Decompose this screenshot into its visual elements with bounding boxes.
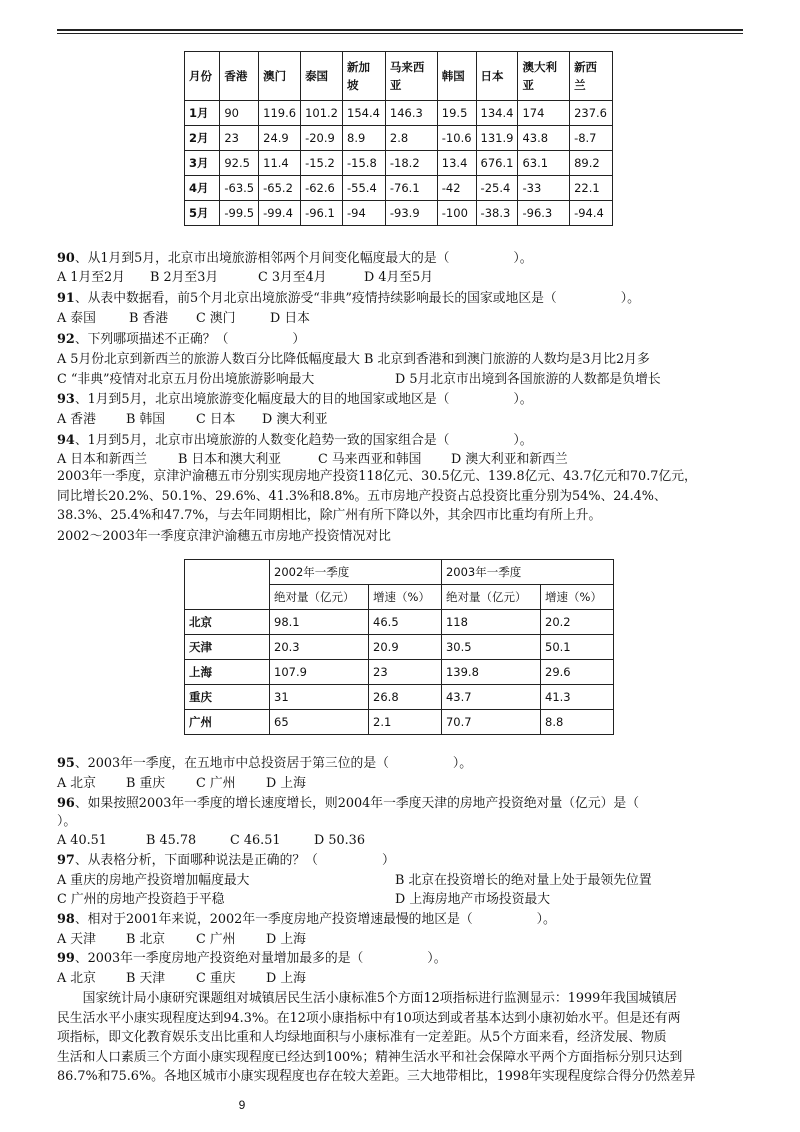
table-cell: 676.1 <box>476 151 518 176</box>
question-number: 94 <box>57 433 75 448</box>
table-cell: 63.1 <box>518 151 570 176</box>
header-cell: 香港 <box>220 52 259 101</box>
header-cell: 2003年一季度 <box>441 560 613 585</box>
option: A 泰国 <box>57 311 96 326</box>
header-cell: 泰国 <box>301 52 343 101</box>
question-text: 、从1月到5月，北京市出境旅游相邻两个月间变化幅度最大的是（ ）。 <box>74 251 533 266</box>
table-cell: 20.3 <box>270 635 369 660</box>
table-cell: 29.6 <box>541 660 614 685</box>
table-row <box>185 151 613 176</box>
question-number: 93 <box>57 392 75 407</box>
header-cell: 增速（%） <box>541 585 614 610</box>
table-cell: 20.2 <box>541 610 614 635</box>
passage-line: 项指标，即文化教育娱乐支出比重和人均绿地面积与小康标准有一定差距。从5个方面来看，经济发展、物质 <box>57 1030 667 1045</box>
passage-real-estate <box>57 467 747 526</box>
table-cell: 131.9 <box>476 126 518 151</box>
question-text: 、从表格分析，下面哪种说法是正确的？（ ） <box>74 853 395 868</box>
table-cell: -93.9 <box>385 201 437 226</box>
month-cell: 1月 <box>185 101 220 126</box>
table-cell: -38.3 <box>476 201 518 226</box>
table-cell: -76.1 <box>385 176 437 201</box>
header-rule <box>57 29 743 31</box>
table-cell: -55.4 <box>343 176 386 201</box>
option: B 北京在投资增长的绝对量上处于最领先位置 <box>395 873 652 888</box>
question-91 <box>57 290 640 307</box>
table-cell: 22.1 <box>570 176 613 201</box>
option: D 上海 <box>266 971 306 986</box>
table-cell: -20.9 <box>301 126 343 151</box>
table-cell: -25.4 <box>476 176 518 201</box>
option: B 香港 <box>129 311 169 326</box>
table-cell: -33 <box>518 176 570 201</box>
city-cell: 天津 <box>185 635 270 660</box>
question-text: 、下列哪项描述不正确？（ ） <box>74 332 306 347</box>
table-cell: 11.4 <box>259 151 301 176</box>
table-cell: 19.5 <box>437 101 476 126</box>
header-cell: 绝对量（亿元） <box>441 585 540 610</box>
table-row <box>185 685 614 710</box>
passage-line: 38.3%、25.4%和47.7%，与去年同期相比，除广州有所下降以外，其余四市比重均有所上升。 <box>57 508 602 523</box>
table-header-row <box>185 560 614 585</box>
table-cell: -63.5 <box>220 176 259 201</box>
table-cell: 92.5 <box>220 151 259 176</box>
table-cell: 139.8 <box>441 660 540 685</box>
table-cell: -15.8 <box>343 151 386 176</box>
table-cell: 8.9 <box>343 126 386 151</box>
question-97 <box>57 852 395 869</box>
question-number: 97 <box>57 853 75 868</box>
question-number: 99 <box>57 951 75 966</box>
question-number: 98 <box>57 912 75 927</box>
table-row <box>185 610 614 635</box>
option: D 50.36 <box>314 833 365 848</box>
table-cell: 98.1 <box>270 610 369 635</box>
table-row <box>185 635 614 660</box>
table-cell: 8.8 <box>541 710 614 735</box>
header-cell: 2002年一季度 <box>270 560 442 585</box>
option: D 4月至5月 <box>364 270 434 285</box>
question-number: 90 <box>57 251 75 266</box>
passage-line: 同比增长20.2%、50.1%、29.6%、41.3%和8.8%。五市房地产投资占总投资比重分别为54%、24.4%、 <box>57 488 667 504</box>
option: C 广州的房地产投资趋于平稳 <box>57 892 225 907</box>
table-header-row <box>185 52 613 101</box>
table-cell: 174 <box>518 101 570 126</box>
table-cell: 43.8 <box>518 126 570 151</box>
option: B 北京 <box>126 932 166 947</box>
question-99 <box>57 950 447 967</box>
option: A 40.51 <box>57 833 107 848</box>
table-cell: 2.1 <box>369 710 442 735</box>
passage-line: 生活和人口素质三个方面小康实现程度已经达到100%；精神生活水平和社会保障水平两个方面指标分别只达到 <box>57 1049 683 1065</box>
option: D 澳大利亚 <box>262 412 328 427</box>
header-cell: 增速（%） <box>369 585 442 610</box>
option: D 上海 <box>266 776 306 791</box>
option: C 马来西亚和韩国 <box>318 452 422 467</box>
question-98 <box>57 911 556 928</box>
question-96-cont: ）。 <box>57 814 77 829</box>
question-text: 、从表中数据看，前5个月北京出境旅游受“非典”疫情持续影响最长的国家或地区是（ ）。 <box>74 291 640 306</box>
page-number: 9 <box>238 1098 246 1112</box>
option: A 5月份北京到新西兰的旅游人数百分比降低幅度最大 B 北京到香港和到澳门旅游的人数均是3月比2月多 <box>57 352 650 367</box>
table-cell: 46.5 <box>369 610 442 635</box>
option: A 北京 <box>57 971 96 986</box>
question-text: 、2003年一季度房地产投资绝对量增加最多的是（ ）。 <box>74 951 447 966</box>
table-cell: -94.4 <box>570 201 613 226</box>
table-cell: -65.2 <box>259 176 301 201</box>
option: B 天津 <box>126 971 166 986</box>
table-caption: 2002～2003年一季度京津沪渝穗五市房地产投资情况对比 <box>57 529 391 544</box>
table-cell: -15.2 <box>301 151 343 176</box>
table-cell: 41.3 <box>541 685 614 710</box>
table-cell: -96.1 <box>301 201 343 226</box>
option: C “非典”疫情对北京五月份出境旅游影响最大 <box>57 372 315 387</box>
question-number: 96 <box>57 796 75 811</box>
option: C 3月至4月 <box>258 270 327 285</box>
header-cell: 日本 <box>476 52 518 101</box>
table-cell: 23 <box>220 126 259 151</box>
table-cell: 2.8 <box>385 126 437 151</box>
header-cell: 绝对量（亿元） <box>270 585 369 610</box>
option: C 重庆 <box>196 971 236 986</box>
table-cell: -10.6 <box>437 126 476 151</box>
question-92 <box>57 331 305 348</box>
table-cell: 26.8 <box>369 685 442 710</box>
table-cell: 101.2 <box>301 101 343 126</box>
table-cell: 23 <box>369 660 442 685</box>
passage-line: 国家统计局小康研究课题组对城镇居民生活小康标准5个方面12项指标进行监测显示：1999年我国城镇居 <box>57 991 678 1006</box>
option: D 日本 <box>270 311 310 326</box>
table-row <box>185 201 613 226</box>
blank-header-cell <box>185 560 270 610</box>
header-rule-thin <box>57 33 743 34</box>
table-cell: 118 <box>441 610 540 635</box>
table-cell: 13.4 <box>437 151 476 176</box>
city-cell: 北京 <box>185 610 270 635</box>
table-row <box>185 176 613 201</box>
table-cell: 146.3 <box>385 101 437 126</box>
real-estate-investment-table <box>184 559 614 735</box>
option: A 重庆的房地产投资增加幅度最大 <box>57 873 250 888</box>
option: C 澳门 <box>196 311 236 326</box>
option: A 日本和新西兰 <box>57 452 148 467</box>
question-94 <box>57 432 533 449</box>
question-95 <box>57 755 472 772</box>
table-row <box>185 101 613 126</box>
month-cell: 3月 <box>185 151 220 176</box>
city-cell: 上海 <box>185 660 270 685</box>
city-cell: 广州 <box>185 710 270 735</box>
table-cell: -42 <box>437 176 476 201</box>
option: A 天津 <box>57 932 96 947</box>
option: A 北京 <box>57 776 96 791</box>
option: A 1月至2月 <box>57 270 125 285</box>
header-cell: 澳门 <box>259 52 301 101</box>
option: A 香港 <box>57 412 96 427</box>
table-cell: -100 <box>437 201 476 226</box>
table-cell: 134.4 <box>476 101 518 126</box>
month-cell: 5月 <box>185 201 220 226</box>
table-cell: 43.7 <box>441 685 540 710</box>
table-cell: -8.7 <box>570 126 613 151</box>
option: B 日本和澳大利亚 <box>178 452 282 467</box>
header-cell: 新加坡 <box>343 52 386 101</box>
tourism-change-table <box>184 51 613 226</box>
option: B 2月至3月 <box>150 270 219 285</box>
option: C 日本 <box>196 412 236 427</box>
header-cell: 韩国 <box>437 52 476 101</box>
table-cell: -62.6 <box>301 176 343 201</box>
option: D 澳大利亚和新西兰 <box>451 452 568 467</box>
table-row <box>185 660 614 685</box>
option: B 45.78 <box>146 833 197 848</box>
passage-line: 民生活水平小康实现程度达到94.3%。在12项小康指标中有10项达到或者基本达到小康初始水平。但是还有两 <box>57 1010 681 1026</box>
option: C 46.51 <box>230 833 281 848</box>
table-cell: -96.3 <box>518 201 570 226</box>
option: B 韩国 <box>126 412 166 427</box>
table-cell: 31 <box>270 685 369 710</box>
month-cell: 4月 <box>185 176 220 201</box>
header-cell: 月份 <box>185 52 220 101</box>
option: B 重庆 <box>126 776 166 791</box>
question-number: 95 <box>57 756 75 771</box>
table-cell: 119.6 <box>259 101 301 126</box>
table-row <box>185 710 614 735</box>
table-cell: 70.7 <box>441 710 540 735</box>
question-number: 92 <box>57 332 75 347</box>
question-text: 、相对于2001年来说，2002年一季度房地产投资增速最慢的地区是（ ）。 <box>74 912 556 927</box>
passage-line: 2003年一季度，京津沪渝穗五市分别实现房地产投资118亿元、30.5亿元、139.8亿元、43.7亿元和70.7亿元， <box>57 469 697 484</box>
question-text: 、2003年一季度，在五地市中总投资居于第三位的是（ ）。 <box>74 756 473 771</box>
table-row <box>185 126 613 151</box>
question-90 <box>57 250 533 267</box>
question-text: 、如果按照2003年一季度的增长速度增长，则2004年一季度天津的房地产投资绝对量（亿元）是（ <box>74 796 640 811</box>
option: D 上海房地产市场投资最大 <box>395 892 551 907</box>
option: C 广州 <box>196 776 236 791</box>
passage-xiaokang <box>57 989 747 1087</box>
question-93 <box>57 391 533 408</box>
table-cell: -18.2 <box>385 151 437 176</box>
table-cell: 30.5 <box>441 635 540 660</box>
table-cell: 89.2 <box>570 151 613 176</box>
option: D 上海 <box>266 932 306 947</box>
option: D 5月北京市出境到各国旅游的人数都是负增长 <box>395 372 661 387</box>
table-cell: 237.6 <box>570 101 613 126</box>
table-cell: 65 <box>270 710 369 735</box>
table-cell: 154.4 <box>343 101 386 126</box>
question-text: 、1月到5月，北京市出境旅游的人数变化趋势一致的国家组合是（ ）。 <box>74 433 533 448</box>
question-96 <box>57 795 639 812</box>
header-cell: 马来西亚 <box>385 52 437 101</box>
header-cell: 新西兰 <box>570 52 613 101</box>
question-number: 91 <box>57 291 75 306</box>
month-cell: 2月 <box>185 126 220 151</box>
table-cell: 107.9 <box>270 660 369 685</box>
table-cell: -99.5 <box>220 201 259 226</box>
option: C 广州 <box>196 932 236 947</box>
table-cell: 20.9 <box>369 635 442 660</box>
table-cell: 50.1 <box>541 635 614 660</box>
table-cell: 90 <box>220 101 259 126</box>
table-cell: -94 <box>343 201 386 226</box>
header-cell: 澳大利亚 <box>518 52 570 101</box>
passage-line: 86.7%和75.6%。各地区城市小康实现程度也存在较大差距。三大地带相比，1998年实现程度综合得分仍然差异 <box>57 1069 696 1084</box>
question-text: 、1月到5月，北京出境旅游变化幅度最大的目的地国家或地区是（ ）。 <box>74 392 533 407</box>
city-cell: 重庆 <box>185 685 270 710</box>
table-cell: 24.9 <box>259 126 301 151</box>
table-cell: -99.4 <box>259 201 301 226</box>
